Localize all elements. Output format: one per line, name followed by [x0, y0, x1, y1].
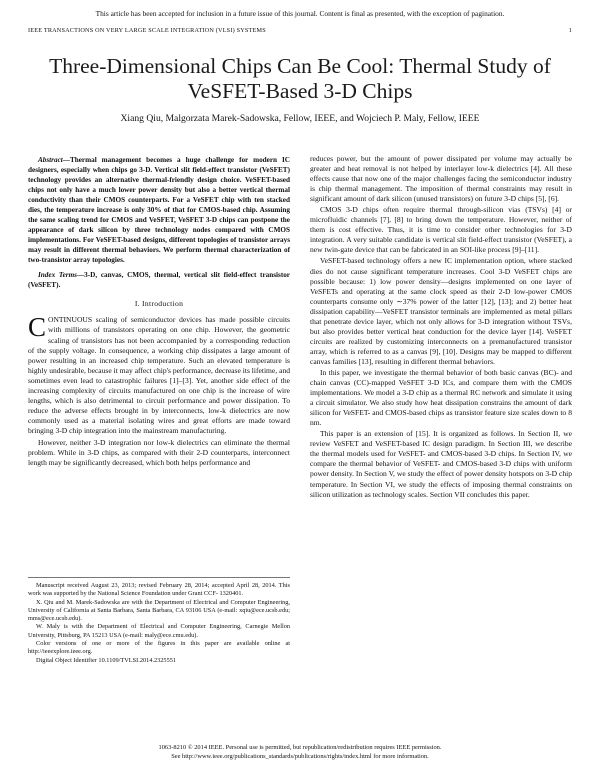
right-paragraph-1: reduces power, but the amount of power dissipated per volume may actually be greater and heat removal is not helped by interlayer low-k dielectrics [4]. All these effects cause that now one of the major challenges facing the semiconductor industry is chip thermal management. The imposition of thermal constraints may result in significant amount of dark silicon (unused transistors) on future 3-D chips [5], [6].	[310, 154, 572, 204]
right-paragraph-3: VeSFET-based technology offers a new IC implementation option, where stacked dies do not cause significant temperature increases. Cool 3-D VeSFET chips are possible because: 1) low power density—designs implemented on one layer of VeSFETs and operating at the same clock speed as their 2-D low-power CMOS counterparts consume only ∼37% power of the latter [12], [13]; and 2) better heat dissipation capability—VeSFET transistor terminals are implemented as metal pillars that penetrate device layer, which not only allows for 3-D integration without TSVs, but also provides better vertical heat conduction for the device layer [14]. VeSFET circuits are realized by customizing interconnects on a premanufactured transistor array, which is referred to as a canvas [9], [10]. Designs may be mapped to different canvas families [13], resulting in different thermal behaviors.	[310, 256, 572, 366]
right-column	[310, 154, 572, 500]
index-terms	[28, 271, 290, 291]
running-header	[28, 27, 572, 34]
copyright-notice	[0, 744, 600, 761]
footnote-affiliation-ucsb: X. Qiu and M. Marek-Sadowska are with the Department of Electrical and Computer Engineering, University of California at Santa Barbara, Santa Barbara, CA 93106 USA (e-mail: xqiu@ece.ucsb.edu; mms@ece.ucsb.edu).	[28, 598, 290, 623]
footnotes	[28, 577, 290, 665]
abstract	[28, 156, 290, 265]
drop-cap: C	[28, 312, 47, 343]
footnote-affiliation-cmu: W. Maly is with the Department of Electrical and Computer Engineering, Carnegie Mellon University, Pittsburg, PA 15213 USA (e-mail: maly@ece.cmu.edu).	[28, 623, 290, 639]
abstract-label: Abstract—	[38, 156, 70, 164]
copyright-line-2: See http://www.ieee.org/publications_standards/publications/rights/index.html for more information.	[171, 752, 429, 760]
copyright-line-1: 1063-8210 © 2014 IEEE. Personal use is permitted, but republication/redistribution requires IEEE permission.	[158, 744, 442, 751]
footnote-manuscript: Manuscript received August 23, 2013; revised February 28, 2014; accepted April 28, 2014. This work was supported by the National Science Foundation under Grant CCF- 1320401.	[28, 582, 290, 598]
page-number: 1	[568, 27, 572, 34]
right-paragraph-2: CMOS 3-D chips often require thermal through-silicon vias (TSVs) [4] or microfluidic channels [7], [8] to bring down the temperature. However, neither of them is cost effective. Thus, it is time to consider other technologies for 3-D integration. A very suitable candidate is vertical slit field-effect transistor (VeSFET), a new twin-gate device that can be fabricated in an SOI-like process [9]–[11].	[310, 205, 572, 255]
intro-paragraph-2: However, neither 3-D integration nor low-k dielectrics can eliminate the thermal problem. While in 3-D chips, as compared with their 2-D counterparts, interconnect length may be significantly decreased, which both helps performance and	[28, 438, 290, 468]
right-paragraph-4: In this paper, we investigate the thermal behavior of both basic canvas (BC)- and chain canvas (CC)-mapped VeSFET 3-D ICs, and compare them with the CMOS implementations. We model a 3-D chip as a thermal RC network and simulate it using a circuit simulator. We also study how heat dissipation constrains the amount of dark silicon for VeSFET- and CMOS-based chips as transistor feature size scales down to 8 nm.	[310, 367, 572, 428]
acceptance-notice: This article has been accepted for inclusion in a future issue of this journal. Content is final as presented, with the exception of pagination.	[95, 9, 505, 18]
intro-paragraph-1-text: ONTINUOUS scaling of semiconductor devices has made possible circuits with millions of transistors operating on one chip. However, the geometric scaling of transistors has not been accompanied by a corresponding reduction of the supply voltage. In consequence, a working chip dissipates a large amount of power resulting in an increased chip temperature. Such an elevated temperature is highly undesirable, because it may affect chip's performance, decrease its lifetime, and sometimes even lead to catastrophic failures [1]–[3]. Yet, another side effect of the increasing complexity of circuits manufactured on one chip is the increase of wire lengths, which is also detrimental to circuit performance and power dissipation. To reduce the adverse effects brought in by interconnects, low-k dielectrics are now commonly used as a material isolating wires and great efforts are made toward bringing 3-D chip integration into the mainstream manufacturing.	[28, 315, 290, 435]
journal-name: IEEE TRANSACTIONS ON VERY LARGE SCALE INTEGRATION (VLSI) SYSTEMS	[28, 27, 266, 34]
paper-authors: Xiang Qiu, Malgorzata Marek-Sadowska, Fellow, IEEE, and Wojciech P. Maly, Fellow, IEEE	[120, 113, 480, 124]
intro-paragraph-1	[28, 312, 290, 436]
right-paragraph-5: This paper is an extension of [15]. It is organized as follows. In Section II, we review VeSFET and VeSFET-based IC design paradigm. In Section III, we describe the thermal models used for VeSFET- and CMOS-based 3-D chips. In Section IV, we compare the thermal behavior of VeSFET- and CMOS-based 3-D chips with uniform power density. In Section V, we study the effect of power density hotspots on 3-D chip temperature. In Section VI, we study the effects of imposing thermal constraints on silicon utilization as technology scales. Section VII concludes this paper.	[310, 429, 572, 499]
footnote-color-versions: Color versions of one or more of the figures in this paper are available online at http://ieeexplore.ieee.org.	[28, 640, 290, 656]
index-terms-text: 3-D, canvas, CMOS, thermal, vertical slit field-effect transistor (VeSFET).	[28, 271, 290, 290]
left-column	[28, 156, 290, 468]
footnote-doi: Digital Object Identifier 10.1109/TVLSI.2014.2325551	[36, 656, 177, 664]
index-terms-label: Index Terms—	[38, 271, 85, 280]
abstract-text: Thermal management becomes a huge challenge for modern IC designers, especially when chips go 3-D. Vertical slit field-effect transistor (VeSFET) technology provides an alternative thermal-friendly design choice. VeSFET-based chips not only have a much lower power density but also a better vertical thermal conductivity than their CMOS counterparts. For a VeSFET chip with ten stacked dies, the temperature increase is only 30% of that for CMOS-based chip. Assuming the same scaling trend for CMOS and VeSFET, VeSFET 3-D chips can postpone the appearance of dark silicon by three technology nodes compared with CMOS implementations. For VeSFET-based designs, different topologies of transistor arrays may result in different thermal behaviors. We perform thermal characterization of two-transistor array topologies.	[28, 156, 290, 264]
section-heading-introduction: I. Introduction	[134, 299, 184, 309]
paper-title: Three-Dimensional Chips Can Be Cool: Thermal Study of VeSFET-Based 3-D Chips	[49, 54, 551, 103]
